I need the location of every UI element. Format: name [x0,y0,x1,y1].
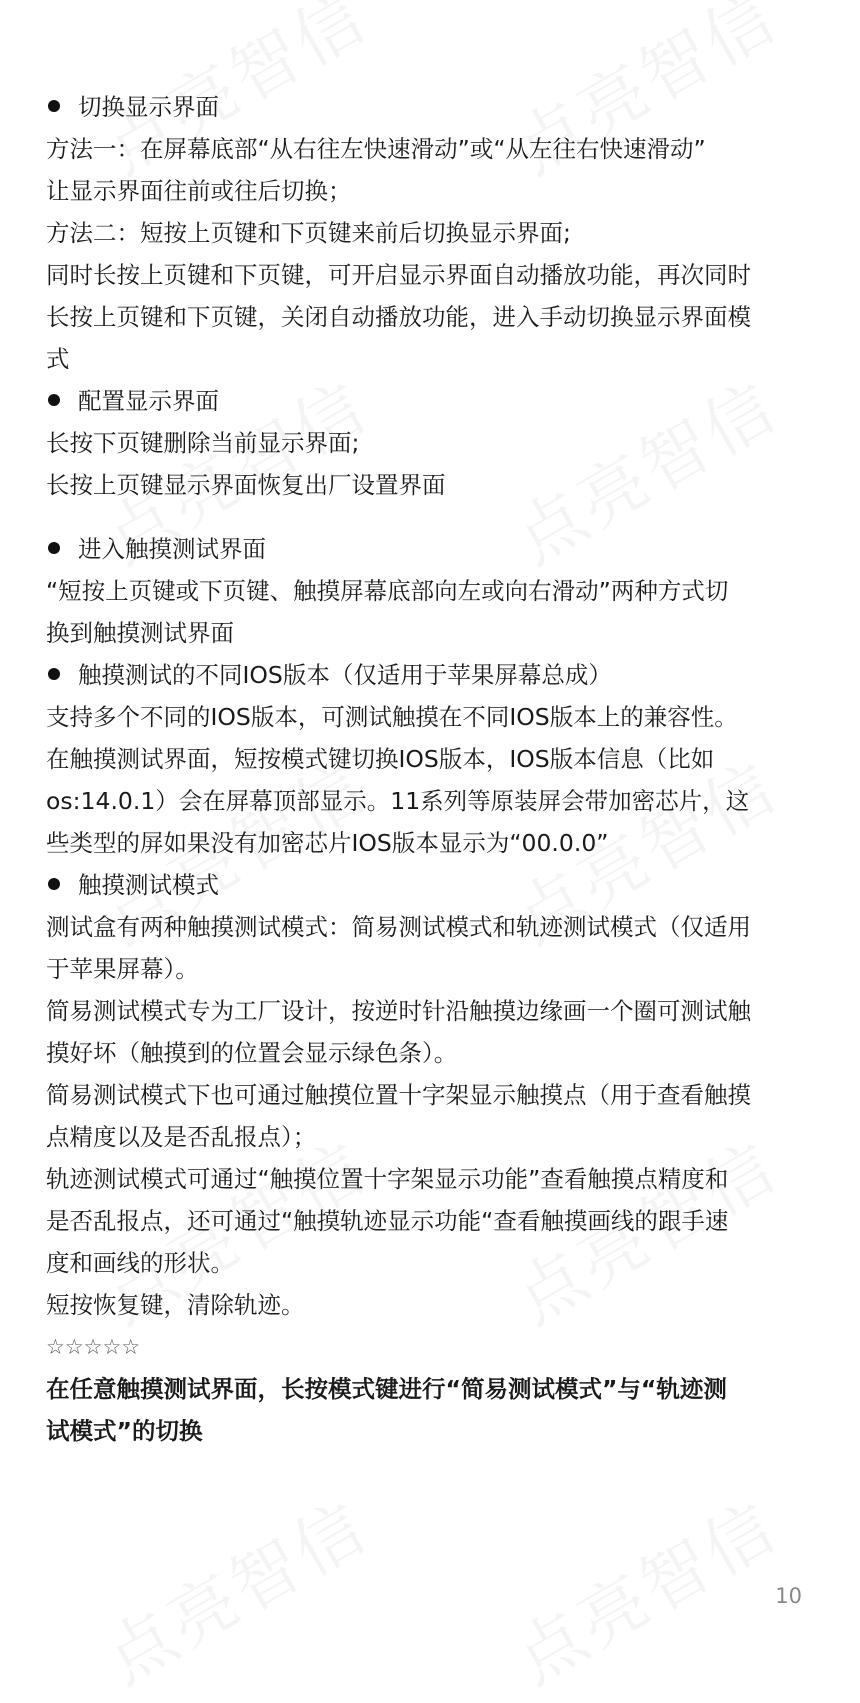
spacer [46,506,826,528]
paragraph-line: 方法二：短按上页键和下页键来前后切换显示界面; [46,219,571,247]
paragraph-line: 长按下页键删除当前显示界面; [46,429,360,457]
paragraph-line: 在触摸测试界面，短按模式键切换IOS版本，IOS版本信息（比如 [46,745,715,773]
paragraph-line: 是否乱报点，还可通过“触摸轨迹显示功能“查看触摸画线的跟手速 [46,1207,729,1235]
paragraph-line: 长按上页键和下页键，关闭自动播放功能，进入手动切换显示界面模 [46,303,751,331]
paragraph-line: “短按上页键或下页键、触摸屏幕底部向左或向右滑动”两种方式切 [46,577,729,605]
paragraph-line: 让显示界面往前或往后切换； [46,177,352,205]
section-heading-switch-display [46,86,826,128]
paragraph-line: 些类型的屏如果没有加密芯片IOS版本显示为“00.0.0” [46,829,609,857]
paragraph-line: 于苹果屏幕）。 [46,955,199,983]
bullet-icon [48,394,60,406]
heading-text: 配置显示界面 [78,387,219,415]
heading-text: 切换显示界面 [78,93,219,121]
heading-text: 触摸测试的不同IOS版本（仅适用于苹果屏幕总成） [78,661,612,689]
section-heading-ios-versions [46,654,826,696]
watermark [85,1474,383,1702]
paragraph-line: 简易测试模式下也可通过触摸位置十字架显示触摸点（用于查看触摸 [46,1081,751,1109]
section-heading-touch-test-modes [46,864,826,906]
page-number: 10 [775,1584,802,1608]
paragraph-line: 同时长按上页键和下页键，可开启显示界面自动播放功能，再次同时 [46,261,751,289]
bullet-icon [48,878,60,890]
paragraph-line: 短按恢复键，清除轨迹。 [46,1291,305,1319]
paragraph-line: 简易测试模式专为工厂设计，按逆时针沿触摸边缘画一个圈可测试触 [46,997,751,1025]
heading-text: 触摸测试模式 [78,871,219,899]
paragraph-line: 换到触摸测试界面 [46,619,234,647]
paragraph-line: 摸好坏（触摸到的位置会显示绿色条）。 [46,1039,458,1067]
bullet-icon [48,100,60,112]
paragraph-line: 轨迹测试模式可通过“触摸位置十字架显示功能”查看触摸点精度和 [46,1165,729,1193]
watermark [495,1474,793,1702]
paragraph-line: 度和画线的形状。 [46,1249,234,1277]
paragraph-line: 测试盒有两种触摸测试模式：简易测试模式和轨迹测试模式（仅适用 [46,913,751,941]
star-rating-icon: ☆☆☆☆☆ [46,1335,141,1359]
bold-note-line: 在任意触摸测试界面，长按模式键进行“简易测试模式”与“轨迹测 [46,1375,727,1403]
bold-note-line: 试模式”的切换 [46,1417,203,1445]
paragraph-line: 点精度以及是否乱报点）； [46,1123,317,1151]
paragraph-line: 方法一：在屏幕底部“从右往左快速滑动”或“从左往右快速滑动” [46,135,706,163]
paragraph-line: 式 [46,345,70,373]
paragraph-line: 支持多个不同的IOS版本，可测试触摸在不同IOS版本上的兼容性。 [46,703,738,731]
bullet-icon [48,542,60,554]
section-heading-config-display [46,380,826,422]
paragraph-line: 长按上页键显示界面恢复出厂设置界面 [46,471,446,499]
paragraph-line: os:14.0.1）会在屏幕顶部显示。11系列等原装屏会带加密芯片，这 [46,787,750,815]
section-heading-enter-touch-test [46,528,826,570]
heading-text: 进入触摸测试界面 [78,535,266,563]
bullet-icon [48,668,60,680]
document-body [46,86,826,1452]
